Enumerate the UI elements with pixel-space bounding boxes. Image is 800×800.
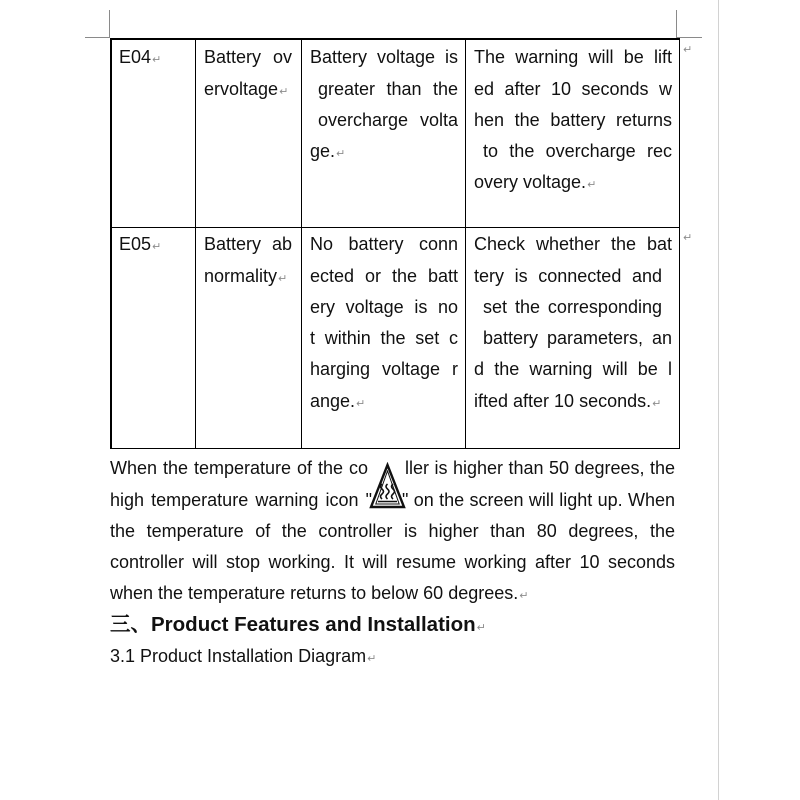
cell-text: ifted after 10 seconds. [474,390,652,411]
cell-line: Battery ab [204,234,292,255]
cell-line: ery voltage is no [310,296,458,317]
paragraph-mark: ↵ [336,147,346,161]
paragraph-line: " on the screen will light up. When [402,489,675,510]
table-row [110,229,680,444]
paragraph-mark: ↵ [152,53,162,67]
table-row-divider [110,227,680,229]
table-row-end-mark: ↵ [683,43,693,56]
paragraph-line: controller will stop working. It will resume working after 10 seconds [110,552,675,573]
cell-text: ge. [310,141,336,162]
fault-name-cell [204,42,292,105]
cell-line: d the warning will be l [474,359,672,380]
paragraph-line [110,578,528,609]
paragraph-mark: ↵ [367,652,377,666]
paragraph-mark: ↵ [476,621,486,635]
crop-mark-top-right-vertical [676,10,677,38]
cell-line: tery is connected and [474,265,662,286]
paragraph-mark: ↵ [278,271,288,285]
fault-cause-cell [310,229,458,417]
subsection-heading [110,641,376,672]
cell-line: No battery conn [310,234,458,255]
paragraph-line: the temperature of the controller is higher than 80 degrees, the [110,520,675,541]
cell-text: ange. [310,390,356,411]
cell-line [310,136,458,167]
cell-line [119,42,189,73]
paragraph-line: When the temperature of the co [110,458,368,479]
fault-solution-cell [474,229,672,417]
cell-line: battery parameters, an [483,328,672,349]
cell-line: hen the battery returns [474,109,672,130]
cell-line [119,229,189,260]
crop-mark-top-left-horizontal [85,37,110,38]
paragraph-text: when the temperature returns to below 60 degrees. [110,583,519,604]
error-code-cell [119,229,189,260]
error-code-cell [119,42,189,73]
paragraph-mark: ↵ [652,396,662,410]
cell-line: The warning will be lift [474,47,672,68]
cell-line [310,386,458,417]
crop-mark-top-left-vertical [109,10,110,38]
fault-cause-cell [310,42,458,167]
cell-line: ed after 10 seconds w [474,78,672,99]
cell-line: Battery voltage is [310,47,458,68]
paragraph-mark: ↵ [279,84,289,98]
cell-line: harging voltage r [310,359,458,380]
cell-line: t within the set c [310,328,458,349]
cell-line [474,386,672,417]
subsection-heading-text: 3.1 Product Installation Diagram [110,646,367,667]
cell-line: set the corresponding [483,296,662,317]
cell-line: Battery ov [204,47,292,68]
fault-solution-cell [474,42,672,198]
fault-table [110,38,680,449]
error-code: E05 [119,234,152,255]
cell-line: Check whether the bat [474,234,672,255]
paragraph-mark: ↵ [587,178,597,192]
table-row-end-mark: ↵ [683,231,693,244]
cell-line: to the overcharge rec [483,141,672,162]
paragraph-mark: ↵ [152,240,162,254]
page-right-edge [718,0,719,800]
cell-line: greater than the [318,78,458,99]
cell-line [204,261,292,292]
section-heading-text: 三、Product Features and Installation [110,613,476,637]
cell-text: normality [204,265,278,286]
paragraph-line: high temperature warning icon " [110,489,372,510]
fault-name-cell [204,229,292,292]
high-temperature-warning-icon [369,462,407,510]
error-code: E04 [119,47,152,68]
cell-line [474,167,672,198]
paragraph-mark: ↵ [356,396,366,410]
cell-text: ervoltage [204,78,279,99]
section-heading [110,609,486,640]
cell-text: overy voltage. [474,172,587,193]
cell-line [204,74,292,105]
paragraph-mark: ↵ [519,589,529,603]
table-row [110,42,680,222]
paragraph-line: ller is higher than 50 degrees, the [405,458,675,479]
cell-line: overcharge volta [318,109,458,130]
cell-line: ected or the batt [310,265,458,286]
